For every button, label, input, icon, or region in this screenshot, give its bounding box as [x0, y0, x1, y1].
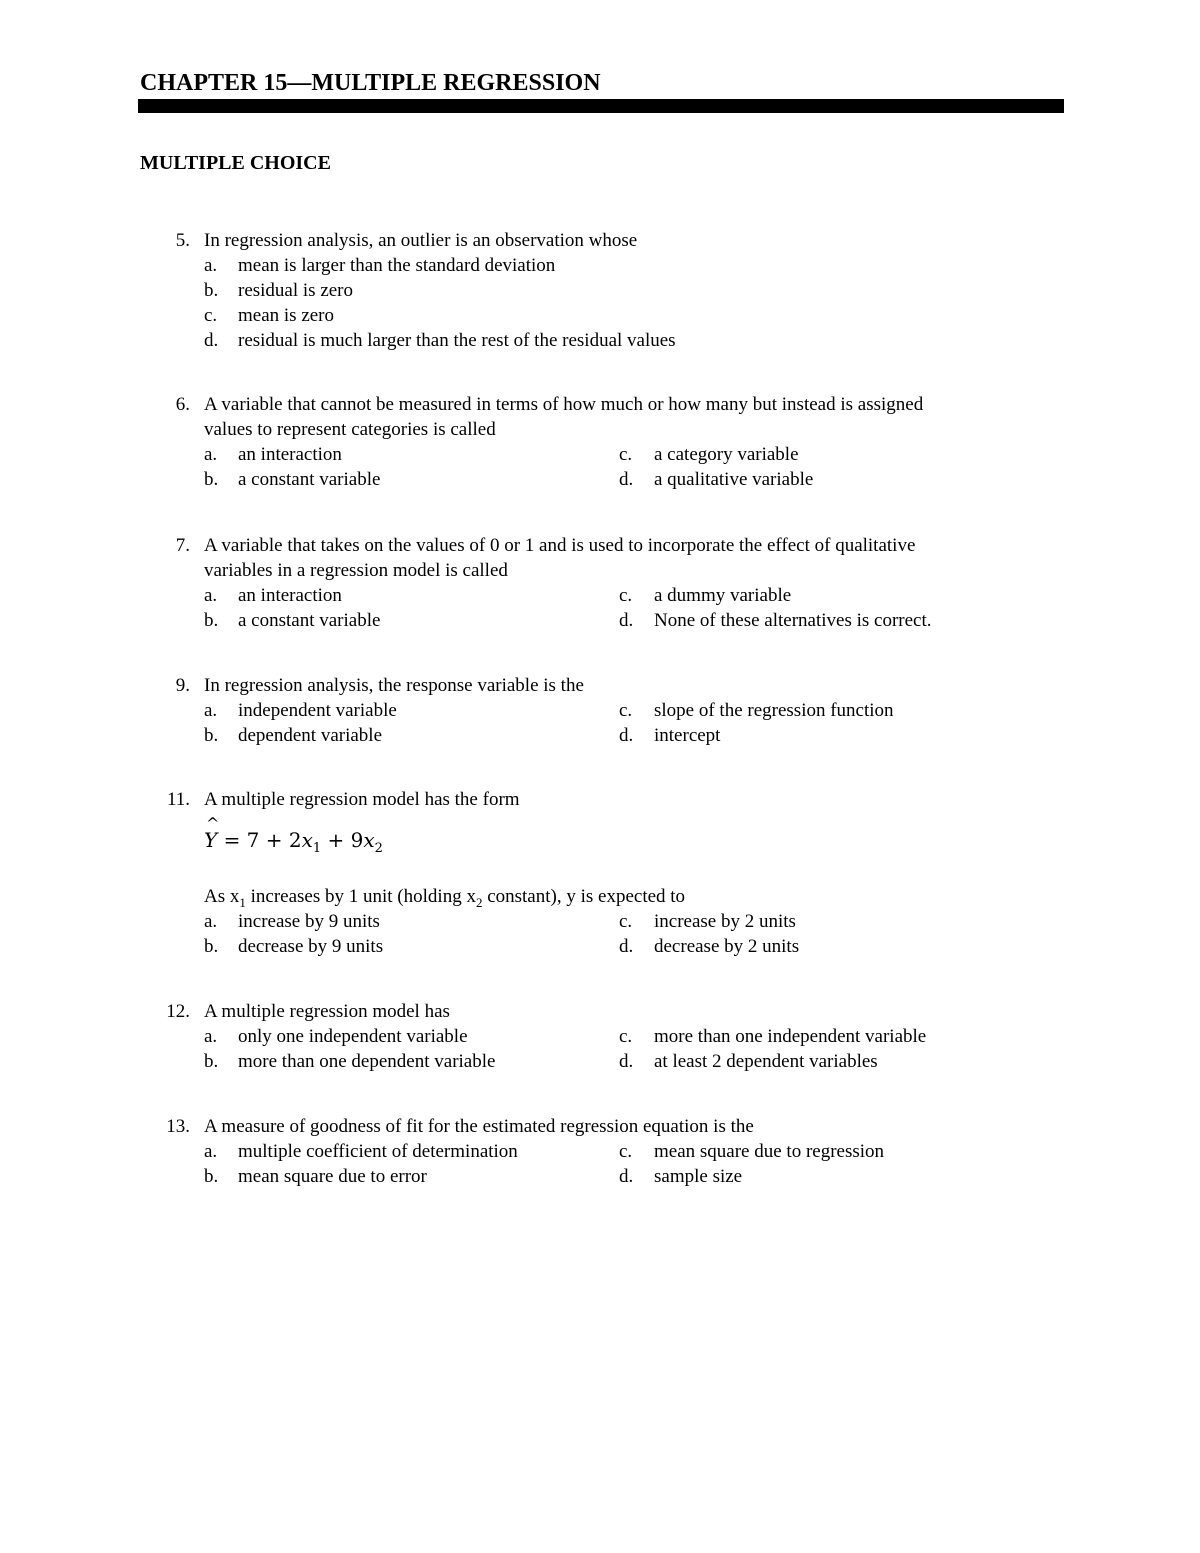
- option-text: slope of the regression function: [654, 700, 894, 721]
- option-letter: c.: [204, 305, 218, 326]
- question-number: 11.: [166, 789, 190, 810]
- option-letter: a.: [204, 444, 218, 465]
- section-heading: MULTIPLE CHOICE: [140, 152, 331, 174]
- option-text: sample size: [654, 1166, 743, 1187]
- question-5: [0, 228, 1200, 353]
- option-text: a constant variable: [238, 469, 381, 490]
- question-text: A variable that cannot be measured in terms of how much or how many but instead is assigned: [204, 394, 924, 415]
- option-text: independent variable: [238, 700, 397, 721]
- option-text: increase by 9 units: [238, 911, 380, 932]
- x2-subscript: 2: [374, 841, 383, 856]
- question-text: A variable that takes on the values of 0 or 1 and is used to incorporate the effect of qualitative: [204, 535, 916, 556]
- option-text: dependent variable: [238, 725, 383, 746]
- followup-subscript: 1: [239, 894, 246, 910]
- y-letter: Y: [204, 828, 218, 852]
- regression-equation: [204, 814, 383, 868]
- option-letter: a.: [204, 255, 218, 276]
- question-11: [0, 787, 1200, 812]
- option-letter: a.: [204, 911, 218, 932]
- followup-subscript: 2: [475, 894, 483, 910]
- option-row: [0, 1139, 1200, 1164]
- option-row: [0, 583, 1200, 608]
- question-number: 12.: [166, 1001, 190, 1022]
- question-7: [0, 533, 1200, 633]
- option-letter: d.: [204, 330, 219, 351]
- option-b: [0, 278, 1200, 303]
- option-letter: b.: [204, 1051, 219, 1072]
- question-9: [0, 673, 1200, 748]
- option-text: more than one dependent variable: [238, 1051, 496, 1072]
- option-letter: d.: [619, 725, 634, 746]
- option-letter: b.: [204, 1166, 219, 1187]
- option-a: [0, 253, 1200, 278]
- option-text: mean is larger than the standard deviation: [238, 255, 556, 276]
- question-text: In regression analysis, the response variable is the: [204, 675, 584, 696]
- option-text: more than one independent variable: [654, 1026, 927, 1047]
- question-text: A multiple regression model has: [204, 1001, 450, 1022]
- option-text: decrease by 9 units: [238, 936, 384, 957]
- option-text: intercept: [654, 725, 721, 746]
- option-row: [0, 698, 1200, 723]
- option-text: a category variable: [654, 444, 799, 465]
- question-11-options: [0, 884, 1200, 959]
- question-13: [0, 1114, 1200, 1189]
- title-rule: [138, 99, 1064, 113]
- option-letter: d.: [619, 936, 634, 957]
- y-hat-symbol: [204, 814, 220, 852]
- chapter-title: CHAPTER 15—MULTIPLE REGRESSION: [140, 70, 601, 96]
- option-row: [0, 1164, 1200, 1189]
- option-letter: c.: [619, 1141, 633, 1162]
- question-12: [0, 999, 1200, 1074]
- question-number: 9.: [175, 675, 190, 696]
- option-text: at least 2 dependent variables: [654, 1051, 878, 1072]
- option-text: mean square due to regression: [654, 1141, 885, 1162]
- option-row: [0, 723, 1200, 748]
- equation-part: + 9: [327, 828, 364, 852]
- option-row: [0, 1049, 1200, 1074]
- option-row: [0, 467, 1200, 492]
- option-row: [0, 442, 1200, 467]
- option-letter: c.: [619, 911, 633, 932]
- option-letter: b.: [204, 280, 219, 301]
- option-letter: b.: [204, 725, 219, 746]
- option-row: [0, 1024, 1200, 1049]
- option-letter: d.: [619, 610, 634, 631]
- option-text: a qualitative variable: [654, 469, 814, 490]
- question-text: In regression analysis, an outlier is an observation whose: [204, 230, 638, 251]
- followup-part: increases by 1 unit (holding x: [245, 886, 476, 907]
- x1-variable: x: [301, 828, 313, 852]
- option-c: [0, 303, 1200, 328]
- option-text: a constant variable: [238, 610, 381, 631]
- option-letter: c.: [619, 585, 633, 606]
- option-letter: b.: [204, 936, 219, 957]
- option-letter: a.: [204, 1026, 218, 1047]
- option-text: an interaction: [238, 585, 342, 606]
- question-text: A multiple regression model has the form: [204, 789, 520, 810]
- option-text: increase by 2 units: [654, 911, 796, 932]
- option-letter: d.: [619, 469, 634, 490]
- option-letter: d.: [619, 1051, 634, 1072]
- option-text: a dummy variable: [654, 585, 792, 606]
- option-letter: a.: [204, 585, 218, 606]
- option-text: mean square due to error: [238, 1166, 427, 1187]
- equation-part: = 7 + 2: [223, 828, 302, 852]
- question-text: variables in a regression model is called: [204, 560, 508, 581]
- option-text: decrease by 2 units: [654, 936, 800, 957]
- option-letter: d.: [619, 1166, 634, 1187]
- x1-subscript: 1: [312, 841, 322, 856]
- option-letter: c.: [619, 1026, 633, 1047]
- option-letter: a.: [204, 1141, 218, 1162]
- option-letter: c.: [619, 700, 633, 721]
- question-number: 6.: [175, 394, 190, 415]
- option-text: None of these alternatives is correct.: [654, 610, 932, 631]
- question-number: 7.: [175, 535, 190, 556]
- followup-part: As x: [204, 886, 240, 907]
- option-text: an interaction: [238, 444, 342, 465]
- option-text: multiple coefficient of determination: [238, 1141, 518, 1162]
- option-letter: b.: [204, 469, 219, 490]
- option-letter: b.: [204, 610, 219, 631]
- hat-accent: ^: [206, 814, 220, 833]
- option-text: residual is zero: [238, 280, 354, 301]
- option-text: mean is zero: [238, 305, 335, 326]
- option-row: [0, 934, 1200, 959]
- question-text: A measure of goodness of fit for the estimated regression equation is the: [204, 1116, 754, 1137]
- option-letter: a.: [204, 700, 218, 721]
- option-text: residual is much larger than the rest of the residual values: [238, 330, 676, 351]
- question-number: 13.: [166, 1116, 190, 1137]
- question-number: 5.: [175, 230, 190, 251]
- option-row: [0, 608, 1200, 633]
- question-text: values to represent categories is called: [204, 419, 496, 440]
- option-row: [0, 909, 1200, 934]
- option-letter: c.: [619, 444, 633, 465]
- question-6: [0, 392, 1200, 492]
- followup-part: constant), y is expected to: [482, 886, 686, 907]
- option-d: [0, 328, 1200, 353]
- x2-variable: x: [363, 828, 375, 852]
- option-text: only one independent variable: [238, 1026, 468, 1047]
